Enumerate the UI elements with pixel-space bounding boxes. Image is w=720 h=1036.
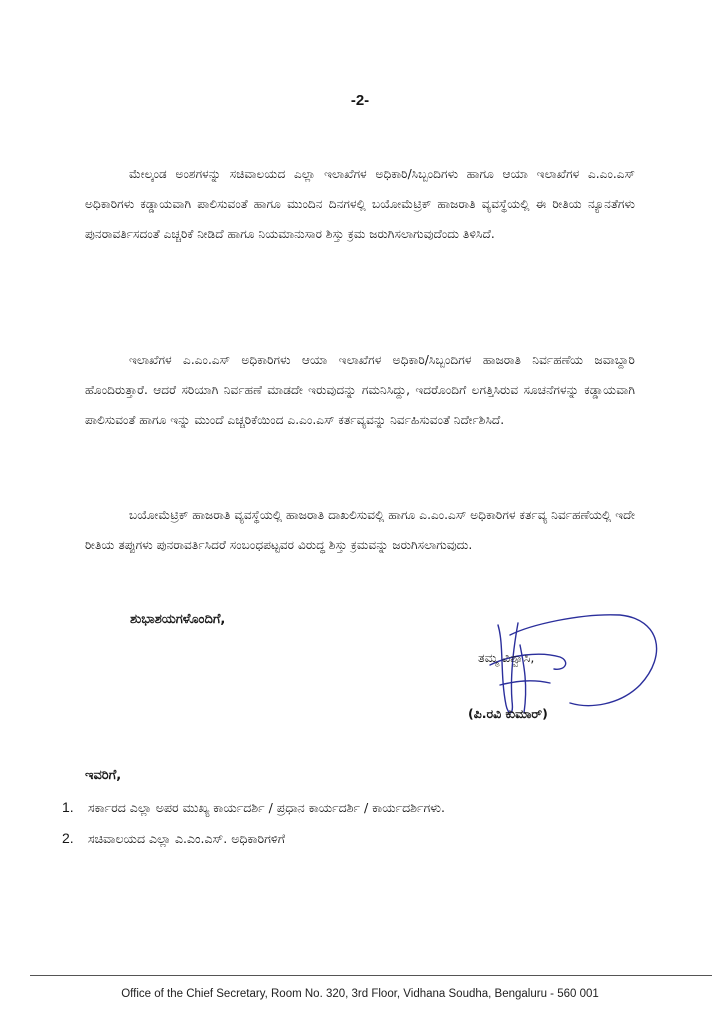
list-item-text: ಸಚಿವಾಲಯದ ಎಲ್ಲಾ ಎ.ಎಂ.ಎಸ್. ಅಧಿಕಾರಿಗಳಿಗೆ: [87, 831, 285, 846]
list-item-number: 1.: [62, 799, 74, 815]
footer-divider: [30, 975, 712, 976]
recipient-list: [62, 792, 682, 854]
list-item: [62, 792, 682, 823]
list-item-text: ಸರ್ಕಾರದ ಎಲ್ಲಾ ಅಪರ ಮುಖ್ಯ ಕಾರ್ಯದರ್ಶಿ / ಪ್ರಧಾನ ಕಾರ್ಯದರ್ಶಿ / ಕಾರ್ಯದರ್ಶಿಗಳು.: [87, 800, 445, 815]
page-number: -2-: [350, 92, 370, 109]
yours-faithfully: ತಮ್ಮ ವಿಶ್ವಾಸಿ,: [478, 650, 535, 665]
officer-name: (ಪಿ.ರವಿ ಕುಮಾರ್): [468, 706, 548, 721]
paragraph-3: ಬಯೋಮೆಟ್ರಿಕ್ ಹಾಜರಾತಿ ವ್ಯವಸ್ಥೆಯಲ್ಲಿ ಹಾಜರಾತಿ ದಾಖಲಿಸುವಲ್ಲಿ ಹಾಗೂ ಎ.ಎಂ.ಎಸ್ ಅಧಿಕಾರಿಗಳ ಕರ್ತವ್ಯ ನಿರ್ವಹಣೆಯಲ್ಲಿ ಇದೇ ರೀತಿಯ ತಪ್ಪುಗಳು ಪುನರಾವರ್ತಿಸಿದರೆ ಸಂಬಂಧಪಟ್ಟವರ ವಿರುದ್ಧ ಶಿಸ್ತು ಕ್ರಮವನ್ನು ಜರುಗಿಸಲಾಗುವುದು.: [85, 508, 635, 553]
footer-address: Office of the Chief Secretary, Room No. 320, 3rd Floor, Vidhana Soudha, Bengaluru - 560 001: [121, 988, 599, 1000]
salutation: ಶುಭಾಶಯಗಳೊಂದಿಗೆ,: [130, 612, 226, 627]
paragraph-2: ಇಲಾಖೆಗಳ ಎ.ಎಂ.ಎಸ್ ಅಧಿಕಾರಿಗಳು ಆಯಾ ಇಲಾಖೆಗಳ ಅಧಿಕಾರಿ/ಸಿಬ್ಬಂದಿಗಳ ಹಾಜರಾತಿ ನಿರ್ವಹಣೆಯ ಜವಾಬ್ದಾರಿ ಹೊಂದಿರುತ್ತಾರೆ. ಆದರೆ ಸರಿಯಾಗಿ ನಿರ್ವಹಣೆ ಮಾಡದೇ ಇರುವುದನ್ನು ಗಮನಿಸಿದ್ದು, ಇದರೊಂದಿಗೆ ಲಗತ್ತಿಸಿರುವ ಸೂಚನೆಗಳನ್ನು ಕಡ್ಡಾಯವಾಗಿ ಪಾಲಿಸುವಂತೆ ಹಾಗೂ ಇನ್ನು ಮುಂದೆ ಎಚ್ಚರಿಕೆಯಿಂದ ಎ.ಎಂ.ಎಸ್ ಕರ್ತವ್ಯವನ್ನು ನಿರ್ವಹಿಸುವಂತೆ ನಿರ್ದೇಶಿಸಿದೆ.: [85, 353, 635, 428]
list-item: [62, 823, 682, 854]
paragraph-1: ಮೇಲ್ಕಂಡ ಅಂಶಗಳನ್ನು ಸಚಿವಾಲಯದ ಎಲ್ಲಾ ಇಲಾಖೆಗಳ ಅಧಿಕಾರಿ/ಸಿಬ್ಬಂದಿಗಳು ಹಾಗೂ ಆಯಾ ಇಲಾಖೆಗಳ ಎ.ಎಂ.ಎಸ್ ಅಧಿಕಾರಿಗಳು ಕಡ್ಡಾಯವಾಗಿ ಪಾಲಿಸುವಂತೆ ಹಾಗೂ ಮುಂದಿನ ದಿನಗಳಲ್ಲಿ ಬಯೋಮೆಟ್ರಿಕ್ ಹಾಜರಾತಿ ವ್ಯವಸ್ಥೆಯಲ್ಲಿ ಈ ರೀತಿಯ ನ್ಯೂನತೆಗಳು ಪುನರಾವರ್ತಿಸದಂತೆ ಎಚ್ಚರಿಕೆ ನೀಡಿದೆ ಹಾಗೂ ನಿಯಮಾನುಸಾರ ಶಿಸ್ತು ಕ್ರಮ ಜರುಗಿಸಲಾಗುವುದೆಂದು ತಿಳಿಸಿದೆ.: [85, 167, 635, 242]
list-item-number: 2.: [62, 830, 74, 846]
to-label: ಇವರಿಗೆ,: [85, 768, 122, 783]
